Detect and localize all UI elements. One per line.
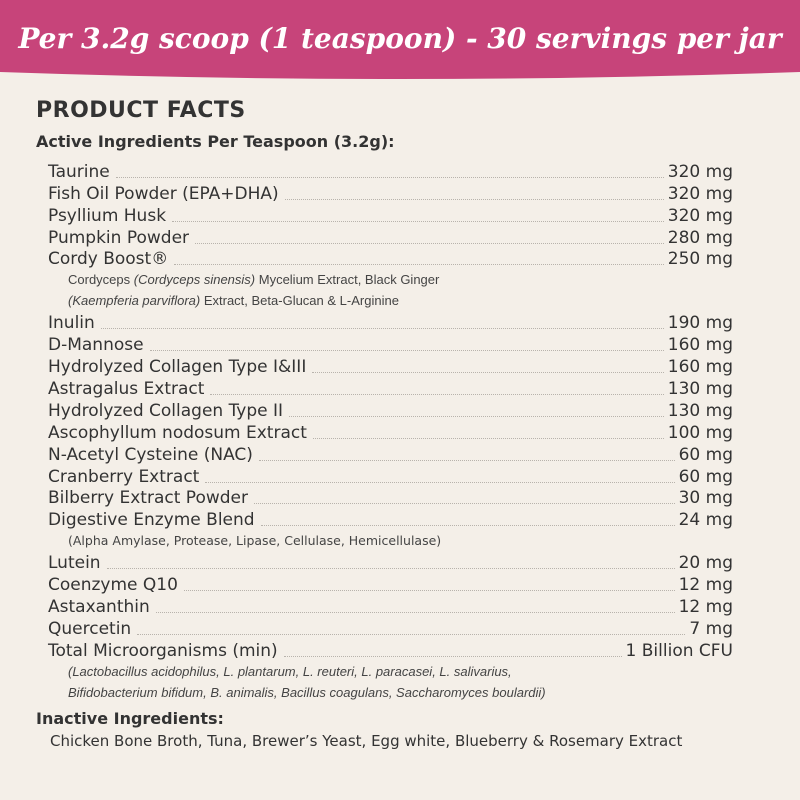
ingredient-amount: 1 Billion CFU	[625, 640, 733, 661]
ingredient-name: Lutein	[48, 553, 101, 574]
cordy-boost-note	[48, 269, 733, 290]
ingredient-row	[48, 182, 733, 204]
ingredient-name: Coenzyme Q10	[48, 575, 178, 596]
ingredient-amount: 160 mg	[667, 335, 733, 356]
dot-leader	[101, 328, 664, 329]
ingredient-row	[48, 399, 733, 421]
ingredient-amount: 24 mg	[678, 510, 733, 531]
ingredient-name: Ascophyllum nodosum Extract	[48, 422, 307, 443]
inactive-ingredients-heading: Inactive Ingredients:	[36, 709, 224, 728]
ingredient-row	[48, 248, 733, 270]
dot-leader	[137, 634, 685, 635]
microorganisms-note-line2: Bifidobacterium bifidum, B. animalis, Bacillus coagulans, Saccharomyces boulardii)	[68, 684, 546, 700]
dot-leader	[195, 243, 664, 244]
dot-leader	[285, 199, 664, 200]
active-ingredients-heading: Active Ingredients Per Teaspoon (3.2g):	[36, 132, 395, 151]
ingredient-amount: 320 mg	[667, 205, 733, 226]
ingredient-amount: 30 mg	[678, 488, 733, 509]
ingredient-amount: 60 mg	[678, 466, 733, 487]
cordy-boost-note-line2	[48, 290, 733, 311]
dot-leader	[313, 438, 664, 439]
banner-title: Per 3.2g scoop (1 teaspoon) - 30 servings per jar	[18, 22, 782, 55]
ingredient-row	[48, 639, 733, 661]
ingredient-row	[48, 421, 733, 443]
dot-leader	[184, 590, 675, 591]
note-text: Cordyceps	[68, 272, 134, 288]
ingredient-row	[48, 160, 733, 182]
ingredient-name: Cordy Boost®	[48, 249, 169, 270]
ingredient-row	[48, 377, 733, 399]
ingredient-row	[48, 508, 733, 530]
serving-banner	[0, 0, 800, 90]
ingredient-name: Bilberry Extract Powder	[48, 488, 248, 509]
ingredient-row	[48, 355, 733, 377]
dot-leader	[205, 482, 674, 483]
dot-leader	[174, 264, 664, 265]
ingredient-amount: 7 mg	[689, 618, 733, 639]
ingredient-name: Astaxanthin	[48, 597, 150, 618]
ingredient-name: Total Microorganisms (min)	[48, 640, 278, 661]
dot-leader	[107, 568, 675, 569]
ingredient-amount: 130 mg	[667, 379, 733, 400]
ingredient-name: Quercetin	[48, 618, 132, 639]
ingredient-list	[48, 160, 733, 703]
ingredient-name: Fish Oil Powder (EPA+DHA)	[48, 183, 279, 204]
dot-leader	[289, 416, 664, 417]
ingredient-amount: 12 mg	[678, 597, 733, 618]
microorganisms-note: (Lactobacillus acidophilus, L. plantarum, L. reuteri, L. paracasei, L. salivarius,	[68, 663, 512, 679]
ingredient-row	[48, 443, 733, 465]
ingredient-row	[48, 487, 733, 509]
ingredient-name: Psyllium Husk	[48, 205, 167, 226]
note-text: Mycelium Extract, Black Ginger	[255, 272, 440, 288]
dot-leader	[210, 394, 663, 395]
ingredient-amount: 320 mg	[667, 183, 733, 204]
dot-leader	[150, 350, 664, 351]
ingredient-amount: 20 mg	[678, 553, 733, 574]
ingredient-row	[48, 465, 733, 487]
ingredient-name: Digestive Enzyme Blend	[48, 510, 255, 531]
ingredient-name: D-Mannose	[48, 335, 144, 356]
ingredient-row	[48, 551, 733, 573]
ingredient-row	[48, 204, 733, 226]
enzyme-note: (Alpha Amylase, Protease, Lipase, Cellulase, Hemicellulase)	[68, 533, 442, 549]
ingredient-name: Pumpkin Powder	[48, 227, 190, 248]
ingredient-amount: 130 mg	[667, 400, 733, 421]
product-facts-heading: PRODUCT FACTS	[36, 98, 246, 123]
ingredient-amount: 190 mg	[667, 313, 733, 334]
ingredient-row	[48, 311, 733, 333]
ingredient-row	[48, 333, 733, 355]
ingredient-amount: 280 mg	[667, 227, 733, 248]
dot-leader	[284, 656, 622, 657]
dot-leader	[261, 525, 675, 526]
ingredient-row	[48, 573, 733, 595]
ingredient-name: Astragalus Extract	[48, 379, 205, 400]
dot-leader	[172, 221, 664, 222]
dot-leader	[312, 372, 663, 373]
inactive-ingredients-text: Chicken Bone Broth, Tuna, Brewer’s Yeast, Egg white, Blueberry & Rosemary Extract	[50, 732, 683, 750]
ingredient-amount: 100 mg	[667, 422, 733, 443]
dot-leader	[259, 460, 675, 461]
ingredient-name: Inulin	[48, 313, 95, 334]
ingredient-name: Cranberry Extract	[48, 466, 200, 487]
ingredient-amount: 12 mg	[678, 575, 733, 596]
ingredient-name: Hydrolyzed Collagen Type II	[48, 400, 284, 421]
ingredient-row	[48, 226, 733, 248]
ingredient-amount: 60 mg	[678, 444, 733, 465]
ingredient-amount: 160 mg	[667, 357, 733, 378]
ingredient-amount: 250 mg	[667, 249, 733, 270]
note-text: Extract, Beta-Glucan & L-Arginine	[200, 293, 399, 309]
ingredient-name: Hydrolyzed Collagen Type I&III	[48, 357, 307, 378]
dot-leader	[254, 503, 675, 504]
dot-leader	[116, 177, 664, 178]
ingredient-name: Taurine	[48, 161, 110, 182]
note-latin-name: (Cordyceps sinensis)	[133, 272, 256, 288]
dot-leader	[156, 612, 675, 613]
ingredient-row	[48, 617, 733, 639]
ingredient-amount: 320 mg	[667, 161, 733, 182]
ingredient-row	[48, 595, 733, 617]
note-latin-name: (Kaempferia parviflora)	[68, 293, 201, 309]
ingredient-name: N-Acetyl Cysteine (NAC)	[48, 444, 253, 465]
